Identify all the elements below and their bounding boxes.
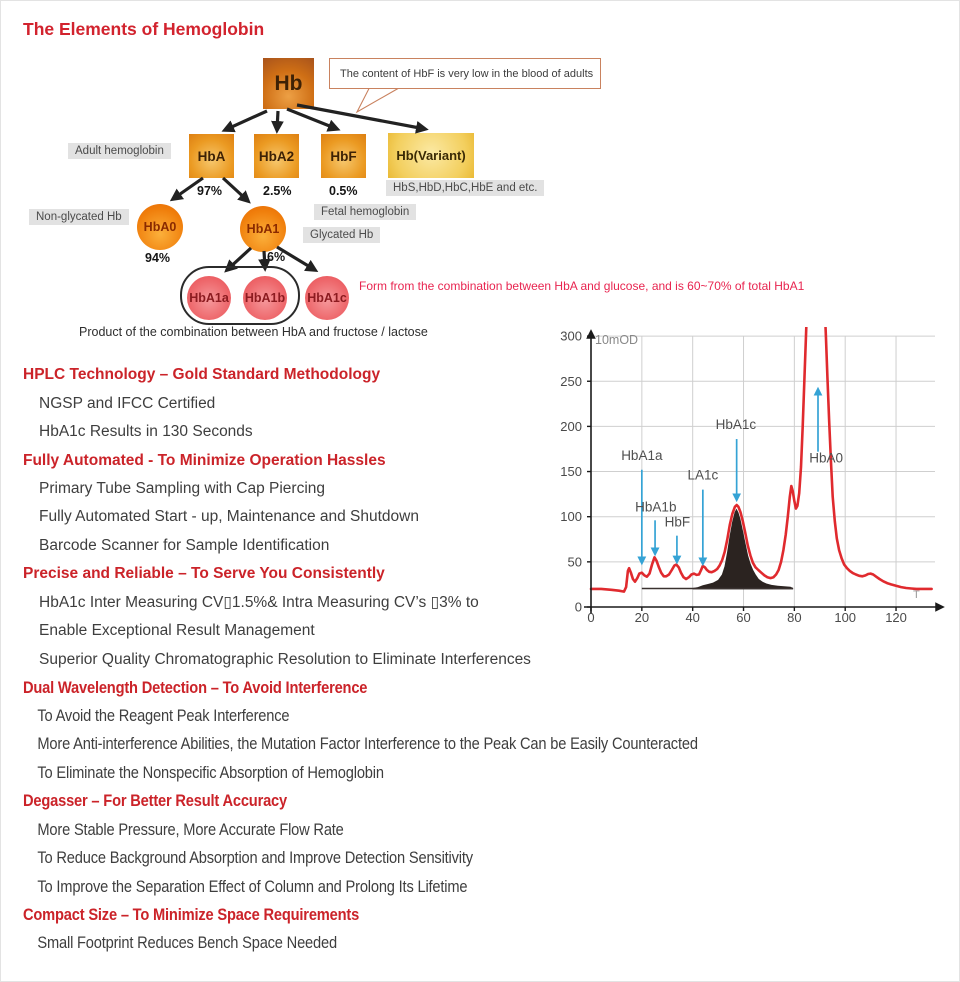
note-glucose-combination: Form from the combination between HbA and glucose, and is 60~70% of total HbA1 bbox=[359, 279, 805, 293]
feature-item: HbA1c Inter Measuring CV▯1.5%& Intra Measuring CV’s ▯3% to bbox=[39, 594, 479, 612]
feature-item: To Eliminate the Nonspecific Absorption of Hemoglobin bbox=[37, 763, 384, 782]
percent-hba1: 6% bbox=[267, 250, 286, 264]
node-hb: Hb bbox=[263, 58, 314, 109]
percent-hba2: 2.5% bbox=[263, 184, 292, 198]
percent-hba: 97% bbox=[197, 184, 223, 198]
label-variant-types: HbS,HbD,HbC,HbE and etc. bbox=[386, 180, 544, 196]
svg-text:0: 0 bbox=[574, 599, 582, 615]
feature-item: Small Footprint Reduces Bench Space Needed bbox=[37, 934, 337, 953]
arrow-hba1-hba1a bbox=[227, 248, 251, 270]
page-title: The Elements of Hemoglobin bbox=[23, 19, 265, 39]
svg-text:T: T bbox=[913, 589, 920, 601]
section-header: Precise and Reliable – To Serve You Consistently bbox=[23, 565, 385, 583]
svg-text:100: 100 bbox=[834, 610, 857, 623]
svg-text:HbA0: HbA0 bbox=[809, 450, 844, 466]
feature-item: To Reduce Background Absorption and Improve Detection Sensitivity bbox=[37, 849, 473, 868]
feature-item: Enable Exceptional Result Management bbox=[39, 622, 315, 640]
svg-text:250: 250 bbox=[560, 373, 582, 389]
percent-hba0: 94% bbox=[145, 251, 171, 265]
svg-text:HbA1b: HbA1b bbox=[635, 499, 677, 515]
node-hba0: HbA0 bbox=[137, 204, 183, 250]
svg-text:150: 150 bbox=[560, 464, 582, 480]
node-hba1c: HbA1c bbox=[305, 276, 349, 320]
svg-text:LA1c: LA1c bbox=[687, 467, 719, 483]
svg-text:HbA1a: HbA1a bbox=[621, 447, 663, 463]
svg-text:80: 80 bbox=[787, 610, 802, 623]
node-hbf: HbF bbox=[321, 134, 366, 178]
feature-item: More Anti-interference Abilities, the Mutation Factor Interference to the Peak Can be Easily Counteracted bbox=[37, 735, 698, 754]
svg-text:HbA1c: HbA1c bbox=[715, 417, 757, 433]
section-header: Degasser – For Better Result Accuracy bbox=[23, 792, 287, 811]
svg-text:200: 200 bbox=[560, 418, 582, 434]
svg-text:300: 300 bbox=[560, 328, 582, 344]
node-hba1b: HbA1b bbox=[243, 276, 287, 320]
callout-text: The content of HbF is very low in the blood of adults bbox=[340, 67, 594, 80]
node-hb-variant: Hb(Variant) bbox=[388, 133, 474, 178]
node-hba1a: HbA1a bbox=[187, 276, 231, 320]
node-hba: HbA bbox=[189, 134, 234, 178]
feature-item: Barcode Scanner for Sample Identification bbox=[39, 536, 330, 554]
svg-text:0: 0 bbox=[587, 610, 595, 623]
node-hba2: HbA2 bbox=[254, 134, 299, 178]
feature-item: NGSP and IFCC Certified bbox=[39, 394, 216, 412]
feature-item: Superior Quality Chromatographic Resolution to Eliminate Interferences bbox=[39, 650, 531, 668]
note-fructose-combination: Product of the combination between HbA and fructose / lactose bbox=[79, 325, 428, 339]
svg-text:100: 100 bbox=[560, 509, 582, 525]
arrow-hb-hba2 bbox=[277, 111, 278, 130]
arrow-hba-hba1 bbox=[223, 178, 248, 201]
svg-text:20: 20 bbox=[634, 610, 650, 623]
feature-item: Primary Tube Sampling with Cap Piercing bbox=[39, 479, 326, 497]
feature-item: More Stable Pressure, More Accurate Flow Rate bbox=[37, 820, 344, 839]
section-header: Dual Wavelength Detection – To Avoid Interference bbox=[23, 678, 368, 697]
label-adult-hemoglobin: Adult hemoglobin bbox=[68, 143, 171, 159]
svg-text:60: 60 bbox=[736, 610, 751, 623]
arrow-hb-hba bbox=[225, 111, 267, 130]
svg-text:10mOD: 10mOD bbox=[595, 333, 639, 347]
callout-tail bbox=[357, 89, 398, 113]
feature-item: To Improve the Separation Effect of Column and Prolong Its Lifetime bbox=[37, 877, 468, 896]
feature-item: To Avoid the Reagent Peak Interference bbox=[37, 706, 290, 725]
node-hba1: HbA1 bbox=[240, 206, 286, 252]
arrow-hb-hbf bbox=[287, 109, 337, 129]
feature-item: Fully Automated Start - up, Maintenance and Shutdown bbox=[39, 508, 419, 526]
section-header: Compact Size – To Minimize Space Requirements bbox=[23, 906, 360, 925]
label-fetal-hemoglobin: Fetal hemoglobin bbox=[314, 204, 416, 220]
section-header: Fully Automated - To Minimize Operation Hassles bbox=[23, 451, 386, 469]
arrow-hb-variant bbox=[297, 105, 425, 129]
svg-text:120: 120 bbox=[885, 610, 907, 623]
svg-text:40: 40 bbox=[685, 610, 700, 623]
label-glycated-hb: Glycated Hb bbox=[303, 227, 380, 243]
callout-hbf-note bbox=[329, 58, 601, 89]
arrow-hba1-hba1b bbox=[264, 251, 265, 268]
section-header: HPLC Technology – Gold Standard Methodology bbox=[23, 366, 381, 384]
svg-text:HbF: HbF bbox=[664, 514, 691, 530]
percent-hbf: 0.5% bbox=[329, 184, 358, 198]
chromatogram-chart bbox=[537, 327, 960, 623]
feature-item: HbA1c Results in 130 Seconds bbox=[39, 423, 253, 441]
label-non-glycated: Non-glycated Hb bbox=[29, 209, 129, 225]
svg-text:50: 50 bbox=[567, 554, 582, 570]
